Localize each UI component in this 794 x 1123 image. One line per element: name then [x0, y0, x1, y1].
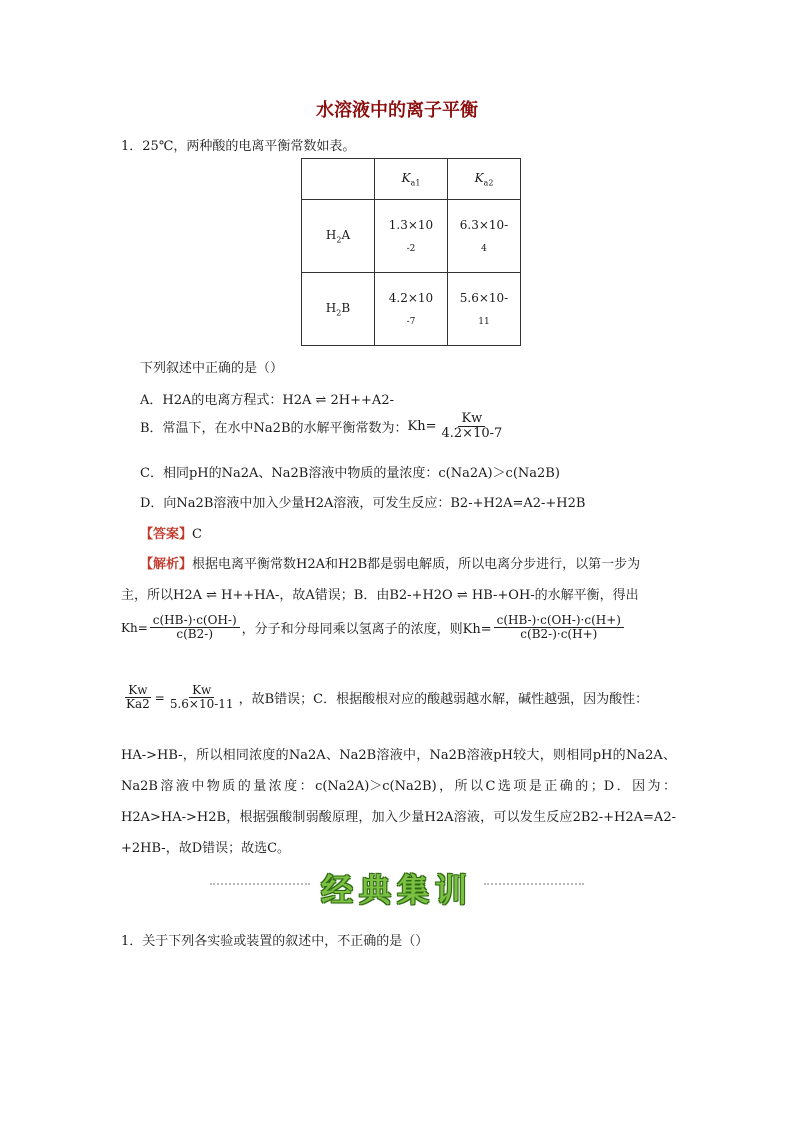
- answer-tag: 【答案】: [140, 527, 193, 542]
- table-corner: [302, 159, 375, 200]
- answer-value: C: [192, 527, 202, 542]
- kh-fraction-2: $\frac{c(HB-)\cdot c(OH-)\cdot c(H+)}{c(B2-)\cdot c(H+)}$: [494, 614, 624, 641]
- page-title: 水溶液中的离子平衡: [316, 100, 478, 121]
- header-ka2: $K_{a2}$: [448, 159, 521, 200]
- question-prompt: 下列叙述中正确的是（）: [140, 361, 284, 376]
- analysis-line-3: Kh= $\frac{c(HB-)\cdot c(OH-)}{c(B2-)}$ ，分子和分母同乘以氢离子的浓度，则Kh= $\frac{c(HB-)\cdot c(OH-)\cdot c(H+)}{c(B2-)\cdot c(H+)}$: [121, 614, 626, 641]
- analysis-line-2: 主，所以H2A ⇌ H++HA-，故A错误；B．由B2-+H2O ⇌ HB-+OH-的水解平衡，得出: [121, 588, 639, 603]
- row-acid-h2a: $H_2A$: [302, 200, 375, 273]
- option-b: B．常温下，在水中Na2B的水解平衡常数为： Kh= $\frac{Kw}{4.2\times 10-7}$: [140, 412, 507, 442]
- cell-h2b-ka2: 5.6×10- 11: [448, 273, 521, 346]
- option-d: D．向Na2B溶液中加入少量H2A溶液，可发生反应：B2-+H2A=A2-+H2B: [140, 496, 586, 511]
- header-ka1: $K_{a1}$: [375, 159, 448, 200]
- cell-h2b-ka1: 4.2×10 -7: [375, 273, 448, 346]
- banner-title: 经典集训: [320, 871, 473, 909]
- kh-fraction-1: $\frac{c(HB-)\cdot c(OH-)}{c(B2-)}$: [150, 614, 240, 641]
- question-2-stem: 1．关于下列各实验或装置的叙述中，不正确的是（）: [121, 934, 429, 949]
- answer-line: [140, 523, 202, 542]
- analysis-tag: 【解析】: [140, 557, 193, 572]
- row-acid-h2b: $H_2B$: [302, 273, 375, 346]
- cell-h2a-ka2: 6.3×10- 4: [448, 200, 521, 273]
- option-a: A．H2A的电离方程式：H2A ⇌ 2H++A2-: [140, 393, 394, 408]
- ionization-constant-table: [301, 158, 521, 346]
- kw-ka2-fraction: $\frac{Kw}{Ka2}$: [126, 683, 150, 712]
- cell-h2a-ka1: 1.3×10 -2: [375, 200, 448, 273]
- analysis-line-5: HA->HB-，所以相同浓度的Na2A、Na2B溶液中，Na2B溶液pH较大，则相同pH的Na2A、Na2B溶液中物质的量浓度：c(Na2A)＞c(Na2B)，所以C选项是正确的；D．因为：H2A>HA->H2B，根据强酸制弱酸原理，加入少量H2A溶液，可以发生反应2B2-+H2A=A2-+2HB-，故D错误；故选C。: [121, 748, 676, 856]
- option-c: C．相同pH的Na2A、Na2B溶液中物质的量浓度：c(Na2A)＞c(Na2B): [140, 466, 560, 481]
- section-banner: [0, 864, 794, 909]
- analysis-line-4: $\frac{Kw}{Ka2}$ = $\frac{Kw}{5.6\times 10-11}$ ，故B错误；C．根据酸根对应的酸越弱越水解，碱性越强，因为酸性：: [121, 684, 648, 711]
- kh-fraction: $\frac{Kw}{4.2\times 10-7}$: [441, 411, 503, 442]
- analysis-line-1: 【解析】根据电离平衡常数H2A和H2B都是弱电解质，所以电离分步进行，以第一步为: [140, 557, 641, 572]
- kw-value-fraction: $\frac{Kw}{5.6\times 10-11}$: [169, 683, 234, 712]
- question-1-stem: 1．25℃，两种酸的电离平衡常数如表。: [121, 139, 356, 154]
